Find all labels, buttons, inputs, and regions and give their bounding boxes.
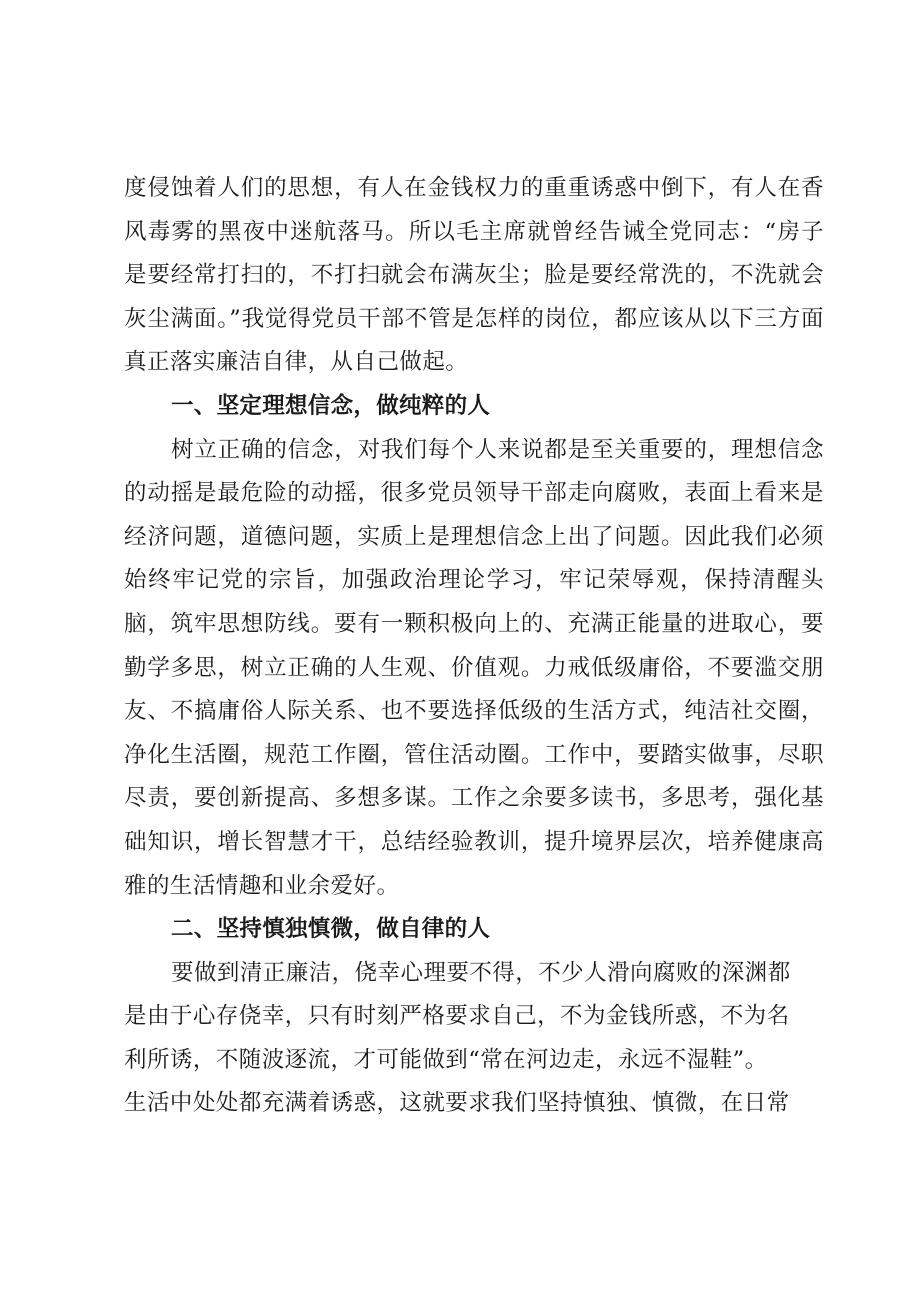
section-2-line: 生活中处处都充满着诱惑，这就要求我们坚持慎独、慎微，在日常 (124, 1090, 790, 1117)
section-2-line: 是由于心存侥幸，只有时刻严格要求自己，不为金钱所惑，不为名 (124, 1003, 790, 1030)
section-2-line: 利所诱，不随波逐流，才可能做到“常在河边走，永远不湿鞋”。 (124, 1046, 768, 1073)
section-2-heading: 二、坚持慎独慎微，做自律的人 (171, 916, 491, 943)
intro-paragraph: 度侵蚀着人们的思想，有人在金钱权力的重重诱惑中倒下，有人在香风毒雾的黑夜中迷航落马。所以毛主席就曾经告诫全党同志：“房子是要经常打扫的，不打扫就会布满灰尘；脸是要经常洗的，不洗就会灰尘满面。”我觉得党员干部不管是怎样的岗位，都应该从以下三方面真正落实廉洁自律，从自己做起。 (124, 175, 824, 376)
section-1-heading: 一、坚定理想信念，做纯粹的人 (171, 392, 491, 419)
document-page (124, 167, 824, 1126)
section-1-paragraph: 树立正确的信念，对我们每个人来说都是至关重要的，理想信念的动摇是最危险的动摇，很多党员领导干部走向腐败，表面上看来是经济问题，道德问题，实质上是理想信念上出了问题。因此我们必须始终牢记党的宗旨，加强政治理论学习，牢记荣辱观，保持清醒头脑，筑牢思想防线。要有一颗积极向上的、充满正能量的进取心，要勤学多思，树立正确的人生观、价值观。力戒低级庸俗，不要滥交朋友、不搞庸俗人际关系、也不要选择低级的生活方式，纯洁社交圈，净化生活圈，规范工作圈，管住活动圈。工作中，要踏实做事，尽职尽责，要创新提高、多想多谋。工作之余要多读书，多思考，强化基础知识，增长智慧才干，总结经验教训，提升境界层次，培养健康高雅的生活情趣和业余爱好。 (124, 436, 824, 899)
section-2-paragraph (124, 952, 824, 1126)
section-2-line: 要做到清正廉洁，侥幸心理要不得，不少人滑向腐败的深渊都 (171, 959, 791, 986)
